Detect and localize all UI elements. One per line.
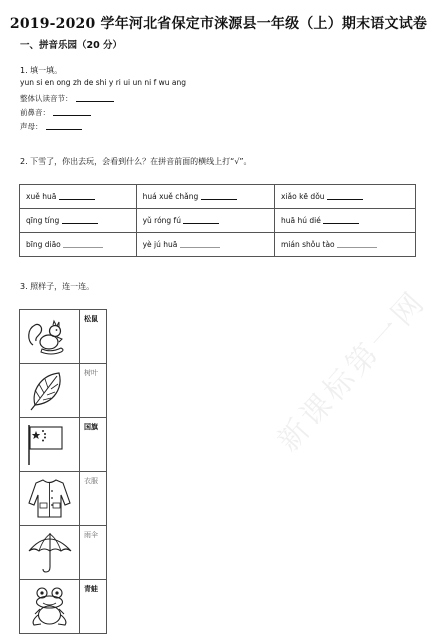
table-cell <box>136 185 274 209</box>
leaf-icon <box>21 365 78 414</box>
question-1-row-whole <box>20 93 114 104</box>
table-cell <box>275 185 416 209</box>
table-row <box>20 185 416 209</box>
question-3-heading: 3. 照样子，连一连。 <box>20 282 95 291</box>
flag-icon <box>21 419 78 468</box>
picture-cell <box>20 364 80 418</box>
matching-table <box>19 309 107 634</box>
table-row <box>20 580 107 634</box>
table-row <box>20 209 416 233</box>
item-label: 国旗 <box>80 418 107 472</box>
answer-blank[interactable] <box>201 192 237 200</box>
answer-blank[interactable] <box>183 216 219 224</box>
question-1-row-label: 前鼻音： <box>20 108 50 117</box>
pinyin-word: xuě huā <box>26 192 57 201</box>
table-row <box>20 310 107 364</box>
pinyin-word: yǔ róng fú <box>142 216 181 225</box>
answer-blank[interactable] <box>46 121 82 130</box>
answer-blank[interactable] <box>62 216 98 224</box>
squirrel-icon <box>21 311 78 360</box>
picture-cell <box>20 418 80 472</box>
answer-blank[interactable] <box>76 93 114 102</box>
table-cell <box>20 209 137 233</box>
pinyin-word: yè jú huā <box>142 240 178 249</box>
table-cell <box>275 233 416 257</box>
pinyin-word: huā hú dié <box>281 216 321 225</box>
item-label: 衣服 <box>80 472 107 526</box>
pinyin-word: qīng tíng <box>26 216 60 225</box>
item-label: 树叶 <box>80 364 107 418</box>
answer-blank[interactable] <box>327 192 363 200</box>
table-row <box>20 418 107 472</box>
pinyin-word: xiǎo kē dǒu <box>281 192 325 201</box>
frog-icon <box>21 581 78 630</box>
question-1-row-label: 声母： <box>20 122 43 131</box>
answer-blank[interactable] <box>63 240 103 248</box>
watermark: 新课标第一网 <box>270 283 434 459</box>
section-title-pinyin: 一、拼音乐园（20 分） <box>20 40 123 51</box>
pinyin-table <box>19 184 416 257</box>
answer-blank[interactable] <box>337 240 377 248</box>
table-row <box>20 364 107 418</box>
picture-cell <box>20 310 80 364</box>
picture-cell <box>20 472 80 526</box>
question-1-row-front-nasal <box>20 107 91 118</box>
table-cell <box>136 209 274 233</box>
table-cell <box>20 185 137 209</box>
umbrella-icon <box>21 527 78 576</box>
item-label: 雨伞 <box>80 526 107 580</box>
pinyin-word: mián shǒu tào <box>281 240 335 249</box>
question-2-heading: 2. 下雪了，你出去玩，会看到什么？在拼音前面的横线上打“√”。 <box>20 157 252 166</box>
question-1-heading: 1. 填一填。 <box>20 66 63 75</box>
pinyin-word: huá xuě chǎng <box>142 192 199 201</box>
question-1-row-initials <box>20 121 82 132</box>
table-row <box>20 526 107 580</box>
answer-blank[interactable] <box>323 216 359 224</box>
question-1-letters: yun si en ong zh de shi y ri ui un ni f wu ang <box>20 78 187 87</box>
question-1-row-label: 整体认读音节： <box>20 94 73 103</box>
picture-cell <box>20 580 80 634</box>
page-title: 2019-2020 学年河北省保定市涞源县一年级（上）期末语文试卷 <box>9 16 428 32</box>
coat-icon <box>21 473 78 522</box>
answer-blank[interactable] <box>53 107 91 116</box>
table-cell <box>20 233 137 257</box>
answer-blank[interactable] <box>59 192 95 200</box>
table-cell <box>136 233 274 257</box>
table-row <box>20 472 107 526</box>
item-label: 松鼠 <box>80 310 107 364</box>
item-label: 青蛙 <box>80 580 107 634</box>
pinyin-word: bīng diāo <box>26 240 61 249</box>
answer-blank[interactable] <box>180 240 220 248</box>
picture-cell <box>20 526 80 580</box>
table-cell <box>275 209 416 233</box>
table-row <box>20 233 416 257</box>
